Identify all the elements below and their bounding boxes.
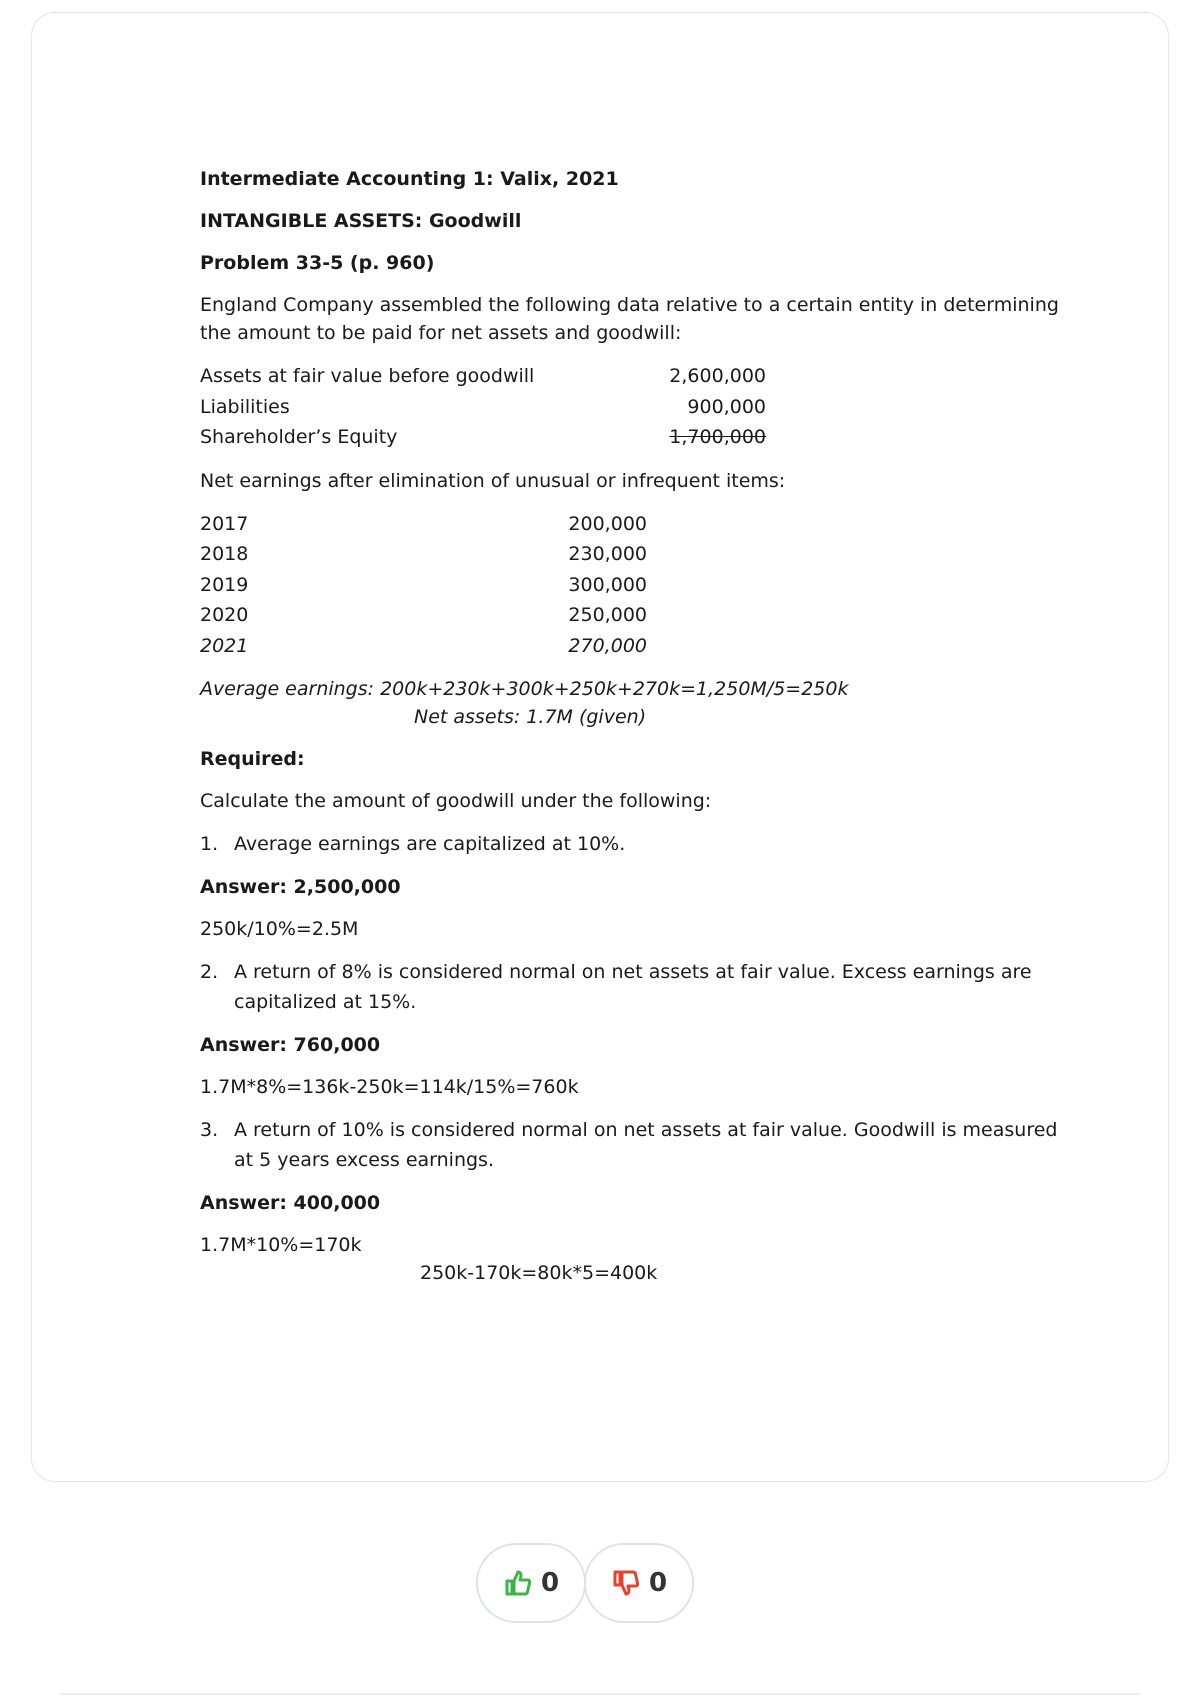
- document-card: [31, 12, 1169, 1482]
- balance-value: 1,700,000: [669, 426, 766, 448]
- balance-value: 2,600,000: [669, 365, 766, 387]
- earnings-year: 2019: [200, 573, 249, 596]
- balance-row: [200, 392, 1080, 423]
- balance-row: [200, 422, 1080, 453]
- question-item: [200, 829, 1080, 859]
- balance-value: 900,000: [687, 395, 766, 418]
- document-body: [200, 165, 1080, 1287]
- average-earnings-note: Average earnings: 200k+230k+300k+250k+270k=1,250M/5=250k: [200, 678, 849, 700]
- topic-title: INTANGIBLE ASSETS: Goodwill: [200, 210, 522, 232]
- question-text: A return of 10% is considered normal on net assets at fair value. Goodwill is measured at 5 years excess earnings.: [234, 1119, 1058, 1171]
- earnings-year: 2017: [200, 512, 249, 535]
- balances-table: [200, 361, 1080, 453]
- earnings-row: [200, 509, 1080, 540]
- computation-line: 250k-170k=80k*5=400k: [420, 1262, 658, 1284]
- earnings-year: 2018: [200, 543, 249, 565]
- answer-text: Answer: 400,000: [200, 1192, 381, 1214]
- earnings-table: [200, 509, 1080, 662]
- earnings-value: 200,000: [568, 512, 647, 535]
- course-title: Intermediate Accounting 1: Valix, 2021: [200, 168, 619, 190]
- earnings-value: 300,000: [568, 573, 647, 596]
- earnings-year: 2021: [200, 634, 249, 657]
- earnings-row: [200, 600, 1080, 631]
- question-item: [200, 957, 1080, 1017]
- question-number: 2.: [200, 961, 219, 983]
- vote-controls: [476, 1543, 696, 1623]
- earnings-row: [200, 539, 1080, 570]
- balance-row: [200, 361, 1080, 392]
- downvote-button[interactable]: [584, 1543, 694, 1623]
- earnings-value: 230,000: [568, 543, 647, 565]
- calculate-instruction: Calculate the amount of goodwill under the following:: [200, 790, 712, 812]
- thumbs-down-icon: [611, 1568, 641, 1598]
- problem-intro: England Company assembled the following data relative to a certain entity in determining the amount to be paid for net assets and goodwill:: [200, 294, 1059, 344]
- downvote-count: 0: [648, 1568, 668, 1598]
- question-text: Average earnings are capitalized at 10%.: [234, 833, 626, 855]
- balance-label: Liabilities: [200, 395, 290, 418]
- computation-line: 1.7M*10%=170k: [200, 1234, 362, 1256]
- balance-label: Assets at fair value before goodwill: [200, 365, 535, 387]
- net-assets-note: Net assets: 1.7M (given): [414, 706, 647, 728]
- earnings-row: [200, 570, 1080, 601]
- balance-label: Shareholder’s Equity: [200, 426, 398, 448]
- earnings-row: [200, 631, 1080, 662]
- thumbs-up-icon: [503, 1568, 533, 1598]
- question-number: 1.: [200, 833, 219, 855]
- question-number: 3.: [200, 1119, 219, 1141]
- answer-text: Answer: 2,500,000: [200, 876, 401, 898]
- answer-text: Answer: 760,000: [200, 1034, 381, 1056]
- earnings-value: 250,000: [568, 604, 647, 626]
- required-heading: Required:: [200, 748, 305, 770]
- earnings-value: 270,000: [568, 634, 647, 657]
- question-text: A return of 8% is considered normal on net assets at fair value. Excess earnings are capitalized at 15%.: [234, 961, 1032, 1013]
- problem-title: Problem 33-5 (p. 960): [200, 252, 435, 274]
- upvote-button[interactable]: [476, 1543, 586, 1623]
- computation-line: 1.7M*8%=136k-250k=114k/15%=760k: [200, 1076, 579, 1098]
- question-item: [200, 1115, 1080, 1175]
- earnings-year: 2020: [200, 604, 249, 626]
- upvote-count: 0: [540, 1568, 560, 1598]
- earnings-heading: Net earnings after elimination of unusual or infrequent items:: [200, 469, 786, 492]
- section-divider: [60, 1693, 1140, 1695]
- computation-line: 250k/10%=2.5M: [200, 918, 359, 940]
